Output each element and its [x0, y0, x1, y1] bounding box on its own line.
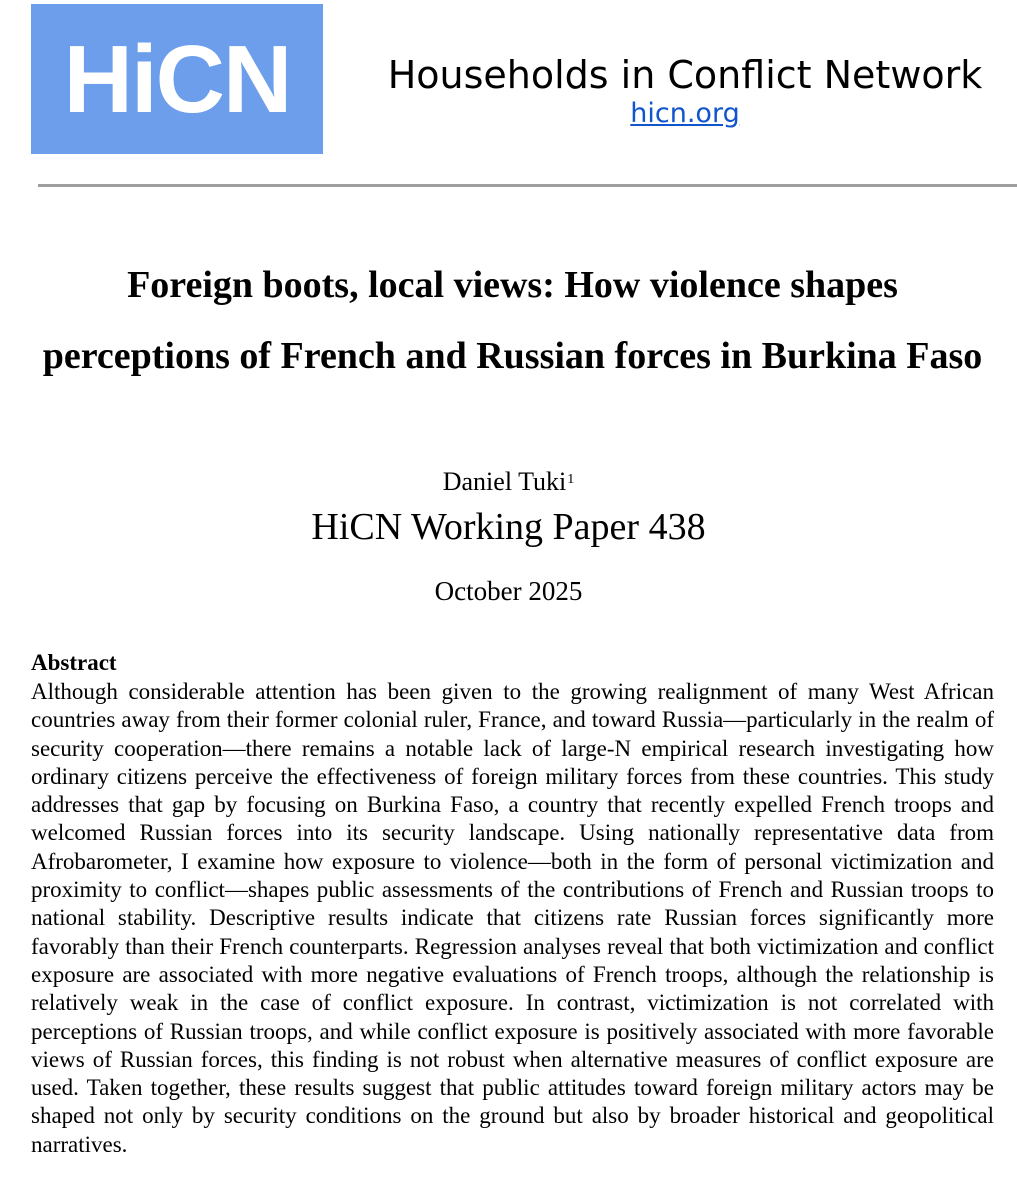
abstract-body: Although considerable attention has been given to the growing realignment of many West African countries away from their former colonial ruler, France, and toward Russia—particularly in the realm of security cooperation—there remains a notable lack of large-N empirical research investigating how ordinary citizens perceive the effectiveness of foreign military forces from these countries. This study addresses that gap by focusing on Burkina Faso, a country that recently expelled French troops and welcomed Russian forces into its security landscape. Using nationally representative data from Afrobarometer, I examine how exposure to violence—both in the form of personal victimization and proximity to conflict—shapes public assessments of the contributions of French and Russian troops to national stability. Descriptive results indicate that citizens rate Russian forces significantly more favorably than their French counterparts. Regression analyses reveal that both victimization and conflict exposure are associated with more negative evaluations of French troops, although the relationship is relatively weak in the case of conflict exposure. In contrast, victimization is not correlated with perceptions of Russian troops, and while conflict exposure is positively associated with more favorable views of Russian forces, this finding is not robust when alternative measures of conflict exposure are used. Taken together, these results suggest that public attitudes toward foreign military actors may be shaped not only by security conditions on the ground but also by broader historical and geopolitical narratives. — [31, 679, 994, 1157]
abstract-heading: Abstract — [31, 650, 117, 675]
header-divider — [38, 184, 1017, 187]
org-url-link[interactable]: hicn.org — [630, 97, 740, 129]
working-paper-series: HiCN Working Paper 438 — [311, 506, 706, 548]
publication-date: October 2025 — [434, 576, 583, 606]
org-name: Households in Conflict Network — [387, 53, 983, 97]
org-header — [333, 54, 1017, 130]
hicn-logo — [31, 4, 323, 154]
author-line — [0, 465, 1017, 499]
author-name: Daniel Tuki — [442, 467, 567, 496]
paper-title: Foreign boots, local views: How violence shapes perceptions of French and Russian forces in Burkina Faso — [42, 264, 983, 377]
logo-text: HiCN — [63, 26, 291, 133]
author-footnote-marker[interactable]: 1 — [567, 472, 575, 487]
